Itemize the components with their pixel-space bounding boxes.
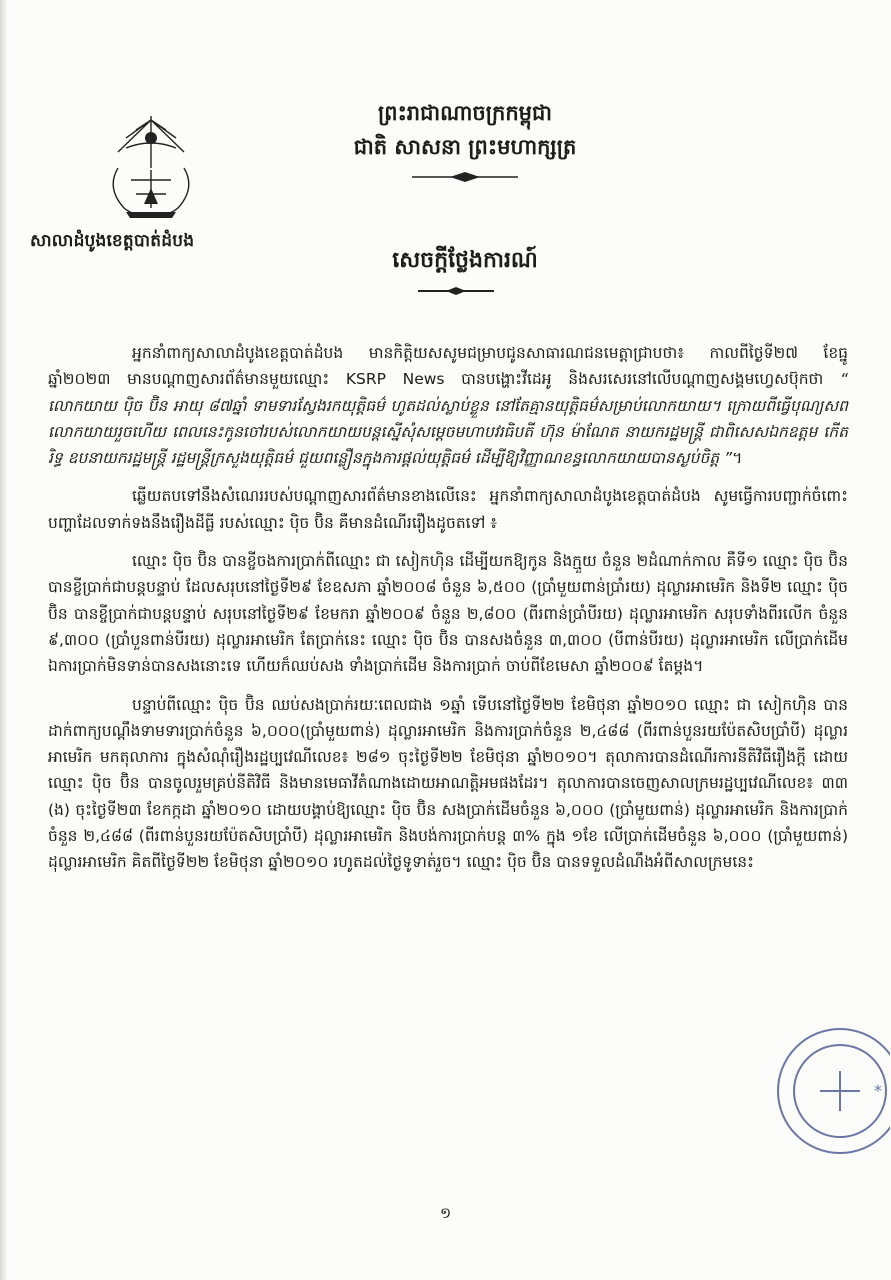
scan-shadow [0, 0, 8, 1280]
paragraph-2: ឆ្លើយតបទៅនឹងសំណេររបស់បណ្តាញសារព័ត៌មានខាងលើនេះ អ្នកនាំពាក្យសាលាដំបូងខេត្តបាត់ដំបង សូមធ្វើការបញ្ជាក់ចំពោះបញ្ហាដែលទាក់ទងនឹងរឿងដីធ្លី របស់ឈ្មោះ ប៉ិច ប៊ិន គឺមានដំណើររឿងដូចតទៅ ៖ [48, 487, 848, 532]
court-emblem-icon [96, 108, 206, 226]
svg-text:*: * [874, 1081, 882, 1100]
motto-nation-religion-king: ជាតិ សាសនា ព្រះមហាក្សត្រ [353, 135, 577, 159]
document-title: សេចក្តីថ្លែងការណ៍ [392, 248, 538, 273]
court-name: សាលាដំបូងខេត្តបាត់ដំបង [30, 231, 195, 251]
paragraph-3: ឈ្មោះ ប៉ិច ប៊ិន បានខ្ចីចងការប្រាក់ពីឈ្មោះ ជា សៀកហ៊ិន ដើម្បីយកឱ្យកូន និងក្មួយ ចំនួន ២ដំណាក់កាល គឺទី១ ឈ្មោះ ប៉ិច ប៊ិន បានខ្ចីប្រាក់ជាបន្តបន្ទាប់ ដែលសរុបនៅថ្ងៃទី២៩ ខែឧសភា ឆ្នាំ២០០៨ ចំនួន ៦,៥០០ (ប្រាំមួយពាន់ប្រាំរយ) ដុល្លារអាមេរិក និងទី២ ឈ្មោះ ប៉ិច ប៊ិន បានខ្ចីប្រាក់ជាបន្តបន្ទាប់ សរុបនៅថ្ងៃទី២៩ ខែមករា ឆ្នាំ២០០៩ ចំនួន ២,៨០០ (ពីរពាន់ប្រាំបីរយ) ដុល្លារអាមេរិក សរុបទាំងពីរលើក ចំនួន ៩,៣០០ (ប្រាំបួនពាន់បីរយ) ដុល្លារអាមេរិក តែប្រាក់នេះ ឈ្មោះ ប៉ិច ប៊ិន បានសងចំនួន ៣,៣០០ (បីពាន់បីរយ) ដុល្លារអាមេរិក លើប្រាក់ដើម ឯការប្រាក់មិនទាន់បានសងនោះទេ ហើយក៏ឈប់សង ទាំងប្រាក់ដើម និងការប្រាក់ ចាប់ពីខែមេសា ឆ្នាំ២០០៩ តែម្តង។ [48, 552, 848, 676]
paragraph-1-text: អ្នកនាំពាក្យសាលាដំបូងខេត្តបាត់ដំបង មានកិត្តិយសសូមជម្រាបជូនសាធារណជនមេត្តាជ្រាបថា៖ កាលពីថ្ងៃទី២៧ ខែធ្នូ ឆ្នាំ២០២៣ មានបណ្តាញសារព័ត៌មានមួយឈ្មោះ KSRP News បានបង្ហោះវីដេអូ និងសរសេរនៅលើបណ្តាញសង្គមហ្វេសប៊ុកថា [48, 344, 848, 389]
quoted-post: “ លោកយាយ ប៉ិច ប៊ិន អាយុ ៨៧ឆ្នាំ ទាមទារស្វែងរកយុត្តិធម៌ ហូតដល់ស្លាប់ខ្លួន នៅតែគ្មានយុត្តិធម៌សម្រាប់លោកយាយ។ ក្រោយពីធ្វើបុណ្យសពលោកយាយរួចហើយ ពេលនេះកូនចៅរបស់លោកយាយបន្តស្នើសុំសម្តេចមហាបវរធិបតី ហ៊ុន ម៉ាណែត នាយករដ្ឋមន្ត្រី ជាពិសេសឯកឧត្តម កើត រិទ្ធ ឧបនាយករដ្ឋមន្ត្រី រដ្ឋមន្ត្រីក្រសួងយុត្តិធម៌ ជួយពន្លឿនក្នុងការផ្តល់យុត្តិធម៌ ដើម្បីឱ្យវិញ្ញាណខន្ធលោកយាយបានស្ងប់ចិត្ត ” [48, 370, 848, 468]
motto-kingdom: ព្រះរាជាណាចក្រកម្ពុជា [377, 101, 552, 125]
paragraph-1-end: ។ [732, 449, 743, 468]
ornament-divider-icon [410, 170, 520, 184]
paragraph-4: បន្ទាប់ពីឈ្មោះ ប៉ិច ប៊ិន ឈប់សងប្រាក់រយៈពេលជាង ១ឆ្នាំ ទើបនៅថ្ងៃទី២២ ខែមិថុនា ឆ្នាំ២០១០ ឈ្មោះ ជា សៀកហ៊ិន បានដាក់ពាក្យបណ្តឹងទាមទារប្រាក់ចំនួន ៦,០០០(ប្រាំមួយពាន់) ដុល្លារអាមេរិក និងការប្រាក់ចំនួន ២,៤៨៨ (ពីរពាន់បួនរយប៉ែតសិបប្រាំបី) ដុល្លារអាមេរិក មកតុលាការ ក្នុងសំណុំរឿងរដ្ឋប្បវេណីលេខ៖ ២៨១ ចុះថ្ងៃទី២២ ខែមិថុនា ឆ្នាំ២០១០។ តុលាការបានដំណើរការនីតិវិធីរឿងក្តី ដោយឈ្មោះ ប៉ិច ប៊ិន បានចូលរួមគ្រប់នីតិវិធី និងមានមេធាវីតំណាងដោយអាណត្តិអមផងដែរ។ តុលាការបានចេញសាលក្រមរដ្ឋប្បវេណីលេខ៖ ៣៣ (ង) ចុះថ្ងៃទី២៣ ខែកក្កដា ឆ្នាំ២០១០ ដោយបង្គាប់ឱ្យឈ្មោះ ប៉ិច ប៊ិន សងប្រាក់ដើមចំនួន ៦,០០០ (ប្រាំមួយពាន់) ដុល្លារអាមេរិក និងការប្រាក់ចំនួន ២,៤៨៨ (ពីរពាន់បួនរយប៉ែតសិបប្រាំបី) ដុល្លារអាមេរិក និងបង់ការប្រាក់បន្ត ៣% ក្នុង ១ខែ លើប្រាក់ដើមចំនួន ៦,០០០ (ប្រាំមួយពាន់) ដុល្លារអាមេរិក គិតពីថ្ងៃទី២២ ខែមិថុនា ឆ្នាំ២០១០ រហូតដល់ថ្ងៃទូទាត់រួច។ ឈ្មោះ ប៉ិច ប៊ិន បានទទួលដំណឹងអំពីសាលក្រមនេះ [48, 695, 848, 872]
official-seal-icon [760, 1016, 890, 1166]
title-underline-icon [416, 286, 496, 296]
statement-body [48, 340, 848, 888]
paragraph-1 [48, 340, 848, 471]
national-motto [300, 96, 630, 184]
page-number: ១ [439, 1204, 452, 1222]
